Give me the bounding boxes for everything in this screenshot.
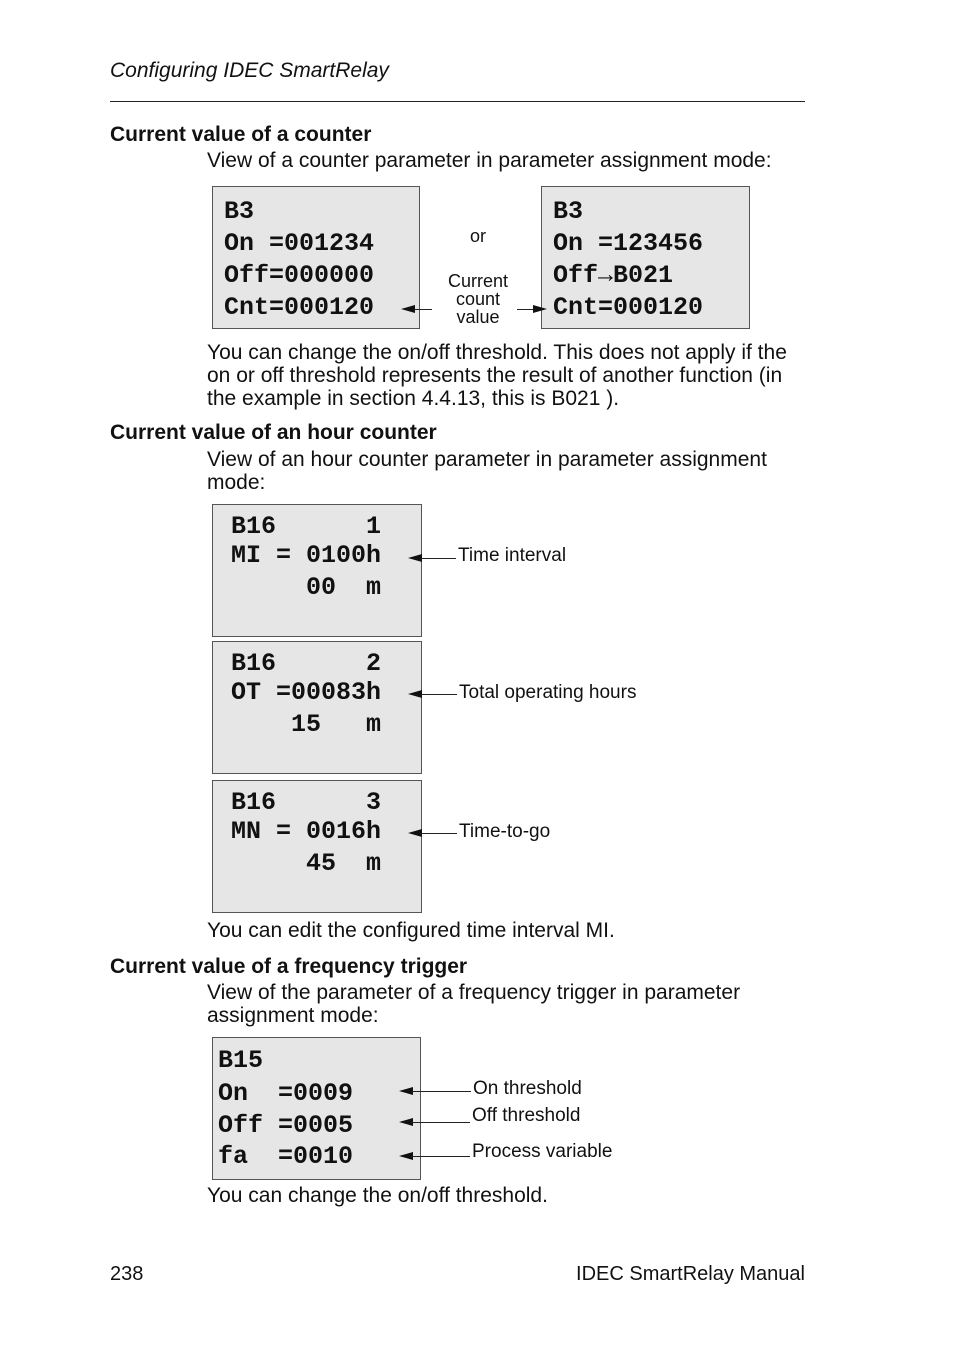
arrow-right-icon (533, 305, 547, 313)
display-line: B16 2 (231, 649, 382, 678)
display-line: 45 m (231, 849, 382, 878)
header-rule (110, 101, 805, 102)
annotation-line: count (455, 289, 501, 309)
display-line: B16 3 (231, 788, 382, 817)
running-header: Configuring IDEC SmartRelay (110, 59, 389, 82)
time-to-go-label: Time-to-go (459, 821, 551, 842)
frequency-intro: View of the parameter of a frequency trigger in parameter assignment mode: (207, 981, 741, 1027)
display-line: Off =0005 (218, 1111, 354, 1140)
display-line: B3 (224, 197, 255, 226)
display-line: MI = 0100h (231, 541, 382, 570)
display-line: fa =0010 (218, 1142, 354, 1171)
counter-display-left (212, 186, 420, 329)
manual-title: IDEC SmartRelay Manual (576, 1263, 805, 1285)
display-line: B16 1 (231, 512, 382, 541)
on-threshold-label: On threshold (473, 1078, 582, 1099)
display-line: B15 (218, 1046, 264, 1075)
hour-counter-display-3 (212, 780, 422, 913)
display-line: B3 (553, 197, 584, 226)
display-line: On =123456 (553, 229, 704, 258)
time-interval-label: Time interval (458, 545, 567, 566)
display-line: MN = 0016h (231, 817, 382, 846)
total-operating-hours-label: Total operating hours (459, 682, 637, 703)
counter-display-right (541, 186, 750, 329)
arrow-left-icon (401, 305, 415, 313)
arrow-line (414, 309, 432, 310)
display-line: Off=000000 (224, 261, 375, 290)
display-line: Cnt=000120 (553, 293, 704, 322)
arrow-line (420, 558, 456, 559)
display-line: On =0009 (218, 1079, 354, 1108)
current-count-value-label (437, 272, 519, 326)
display-line: Cnt=000120 (224, 293, 375, 322)
arrow-line (411, 1122, 470, 1123)
hour-counter-note: You can edit the configured time interval MI. (207, 919, 615, 942)
off-threshold-label: Off threshold (472, 1105, 581, 1126)
display-line: On =001234 (224, 229, 375, 258)
arrow-line (420, 694, 457, 695)
or-label: or (470, 226, 487, 246)
arrow-line (411, 1091, 471, 1092)
frequency-display (212, 1037, 421, 1180)
page-number: 238 (110, 1263, 144, 1285)
hour-counter-display-1 (212, 504, 422, 637)
hour-counter-display-2 (212, 641, 422, 774)
process-variable-label: Process variable (472, 1141, 613, 1162)
counter-intro: View of a counter parameter in parameter assignment mode: (207, 149, 772, 172)
display-line: 15 m (231, 710, 382, 739)
hour-counter-intro: View of an hour counter parameter in parameter assignment mode: (207, 448, 767, 494)
counter-note: You can change the on/off threshold. This does not apply if the on or off threshold represents the result of another function (in the example in section 4.4.13, this is B021 ). (207, 341, 787, 410)
annotation-line: Current (447, 271, 509, 291)
annotation-line: value (456, 307, 500, 327)
arrow-line (420, 833, 457, 834)
section-heading-counter: Current value of a counter (110, 123, 372, 146)
frequency-note: You can change the on/off threshold. (207, 1184, 548, 1207)
display-line: 00 m (231, 573, 382, 602)
display-line: Off→B021 (553, 261, 674, 290)
section-heading-frequency-trigger: Current value of a frequency trigger (110, 955, 468, 978)
display-line: OT =00083h (231, 678, 382, 707)
arrow-line (411, 1156, 470, 1157)
section-heading-hour-counter: Current value of an hour counter (110, 421, 437, 444)
